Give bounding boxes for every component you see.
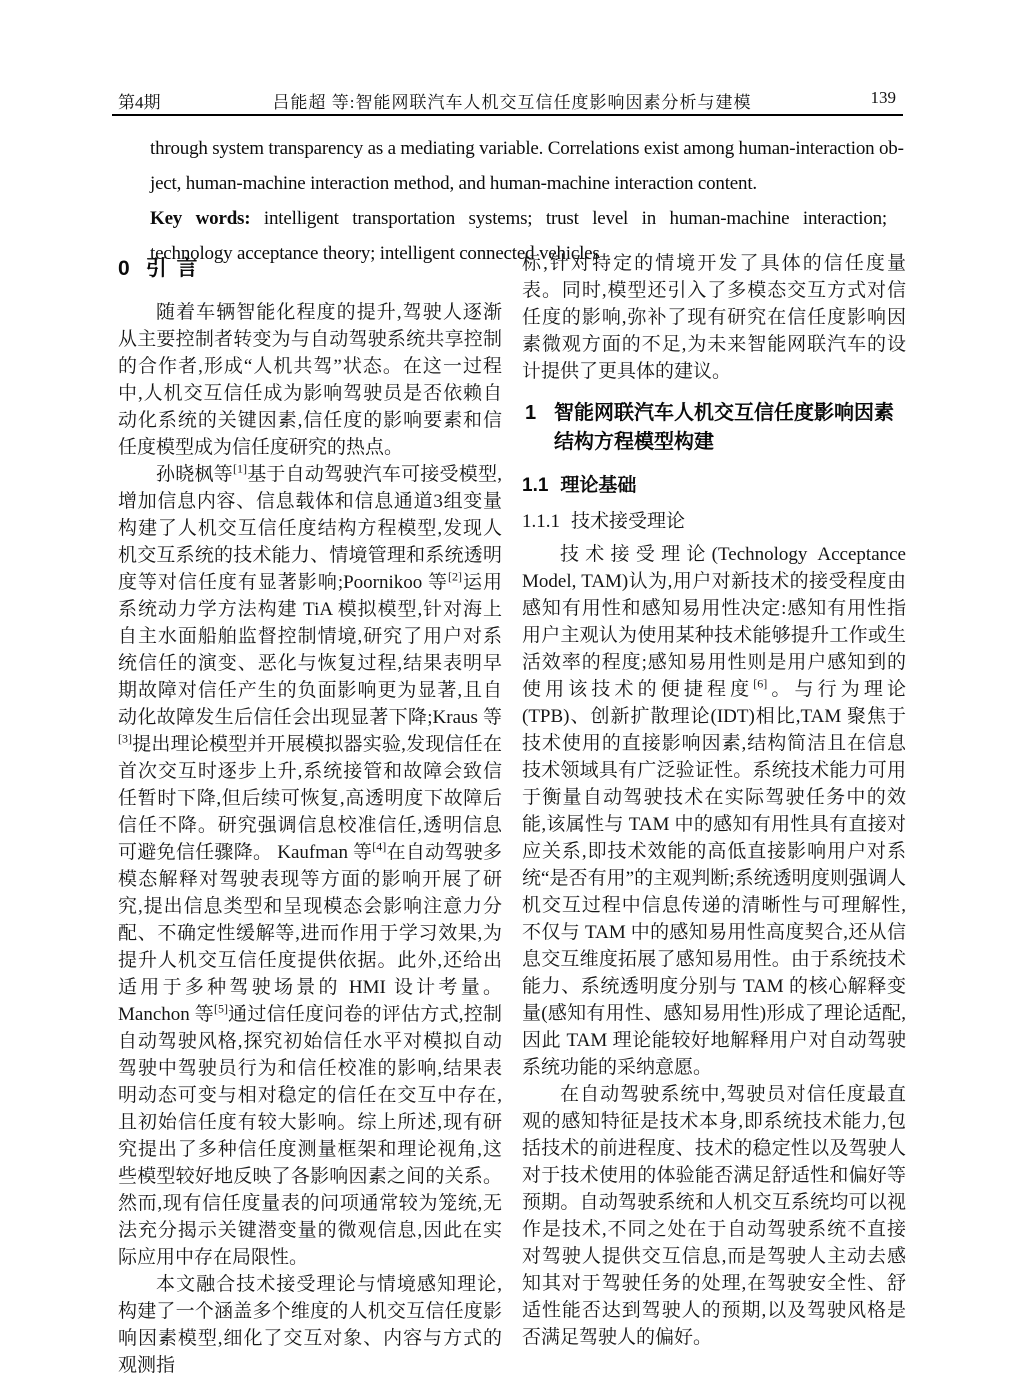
header-rule: [112, 114, 903, 116]
abstract-english: [150, 131, 904, 201]
section-1-1-1-heading: [522, 506, 906, 533]
right-column: [522, 250, 906, 1351]
section-1-1-1-number: 1.1.1: [522, 511, 560, 532]
left-column: [118, 250, 502, 1375]
section-0-number: 0: [118, 257, 132, 280]
paragraph-tam-theory: 技术接受理论(Technology Acceptance Model, TAM)认为,用户对新技术的接受程度由感知有用性和感知易用性决定:感知有用性指用户主观认为使用某种技术能够提升工作或生活效率的程度;感知易用性则是用户感知到的使用该技术的便捷程度[6]。与行为理论(TPB)、创新扩散理论(IDT)相比,TAM 聚焦于技术使用的直接影响因素,结构简洁且在信息技术领域具有广泛验证性。系统技术能力可用于衡量自动驾驶技术在实际驾驶任务中的效能,该属性与 TAM 中的感知有用性具有直接对应关系,即技术效能的高低直接影响用户对系统“是否有用”的主观判断;系统透明度则强调人机交互过程中信息传递的清晰性与可理解性,不仅与 TAM 中的感知易用性高度契合,还从信息交互维度拓展了感知易用性。由于系统技术能力、系统透明度分别与 TAM 的核心解释变量(感知有用性、感知易用性)形成了理论适配,因此 TAM 理论能较好地解释用户对自动驾驶系统功能的采纳意愿。: [522, 544, 906, 1078]
paragraph-intro-1: 随着车辆智能化程度的提升,驾驶人逐渐从主要控制者转变为与自动驾驶系统共享控制的合作者,形成“人机共驾”状态。在这一过程中,人机交互信任成为影响驾驶员是否依赖自动化系统的关键因素,信任度的影响要素和信任度模型成为信任度研究的热点。: [118, 302, 502, 458]
section-1-title: [554, 399, 894, 457]
keywords-text: intelligent transportation systems; trust level in human-machine interaction; technology acceptance theory; intelligent connected vehicles: [150, 208, 887, 264]
paragraph-contribution-left: 本文融合技术接受理论与情境感知理论,构建了一个涵盖多个维度的人机交互信任度影响因素模型,细化了交互对象、内容与方式的观测指: [118, 1274, 502, 1375]
section-1-title-line2: 结构方程模型构建: [554, 431, 714, 453]
paragraph-driver-perception: 在自动驾驶系统中,驾驶员对信任度最直观的感知特征是技术本身,即系统技术能力,包括技术的前进程度、技术的稳定性以及驾驶人对于技术使用的体验能否满足舒适性和偏好等预期。自动驾驶系统和人机交互系统均可以视作是技术,不同之处在于自动驾驶系统不直接对驾驶人提供交互信息,而是驾驶人主动去感知其对于驾驶任务的处理,在驾驶安全性、舒适性能否达到驾驶人的预期,以及驾驶风格是否满足驾驶人的偏好。: [522, 1084, 906, 1348]
page-number: 139: [870, 88, 896, 107]
abstract-line: ject, human-machine interaction method, and human-machine interaction content.: [150, 173, 757, 194]
section-1-1-heading: [522, 470, 906, 497]
section-1-number: 1: [525, 402, 537, 424]
running-title: 吕能超 等:智能网联汽车人机交互信任度影响因素分析与建模: [272, 93, 752, 112]
running-header: [118, 88, 906, 112]
section-0-heading: [118, 252, 502, 282]
section-1-title-line1: 智能网联汽车人机交互信任度影响因素: [554, 402, 894, 424]
abstract-line: through system transparency as a mediating variable. Correlations exist among human-interaction ob-: [150, 138, 904, 159]
section-1-1-1-title: 技术接受理论: [571, 511, 686, 532]
section-1-1-title: 理论基础: [560, 475, 637, 496]
keywords-label: Key words:: [150, 208, 251, 229]
section-0-title: 引 言: [145, 257, 200, 280]
section-1-1-number: 1.1: [522, 475, 549, 496]
section-1-heading: [522, 399, 906, 457]
paragraph-contribution-right: 标,针对特定的情境开发了具体的信任度量表。同时,模型还引入了多模态交互方式对信任度的影响,弥补了现有研究在信任度影响因素微观方面的不足,为未来智能网联汽车的设计提供了更具体的建议。: [522, 253, 906, 382]
journal-issue: 第4期: [118, 93, 161, 112]
paragraph-literature-review: 孙晓枫等[1]基于自动驾驶汽车可接受模型,增加信息内容、信息载体和信息通道3组变量构建了人机交互信任度结构方程模型,发现人机交互系统的技术能力、情境管理和系统透明度等对信任度有显著影响;Poornikoo 等[2]运用系统动力学方法构建 TiA 模拟模型,针对海上自主水面船舶监督控制情境,研究了用户对系统信任的演变、恶化与恢复过程,结果表明早期故障对信任产生的负面影响更为显著,且自动化故障发生后信任会出现显著下降;Kraus 等[3]提出理论模型并开展模拟器实验,发现信任在首次交互时逐步上升,系统接管和故障会致信任暂时下降,但后续可恢复,高透明度下故障后信任不降。研究强调信息校准信任,透明信息可避免信任骤降。 Kaufman 等[4]在自动驾驶多模态解释对驾驶表现等方面的影响开展了研究,提出信息类型和呈现模态会影响注意力分配、不确定性缓解等,进而作用于学习效果,为提升人机交互信任度提供依据。此外,还给出适用于多种驾驶场景的 HMI 设计考量。 Manchon 等[5]通过信任度问卷的评估方式,控制自动驾驶风格,探究初始信任水平对模拟自动驾驶中驾驶员行为和信任校准的影响,结果表明动态可变与相对稳定的信任在交互中存在,且初始信任度有较大影响。综上所述,现有研究提出了多种信任度测量框架和理论视角,这些模型较好地反映了各影响因素之间的关系。然而,现有信任度量表的问项通常较为笼统,无法充分揭示关键潜变量的微观信息,因此在实际应用中存在局限性。: [118, 461, 502, 1268]
